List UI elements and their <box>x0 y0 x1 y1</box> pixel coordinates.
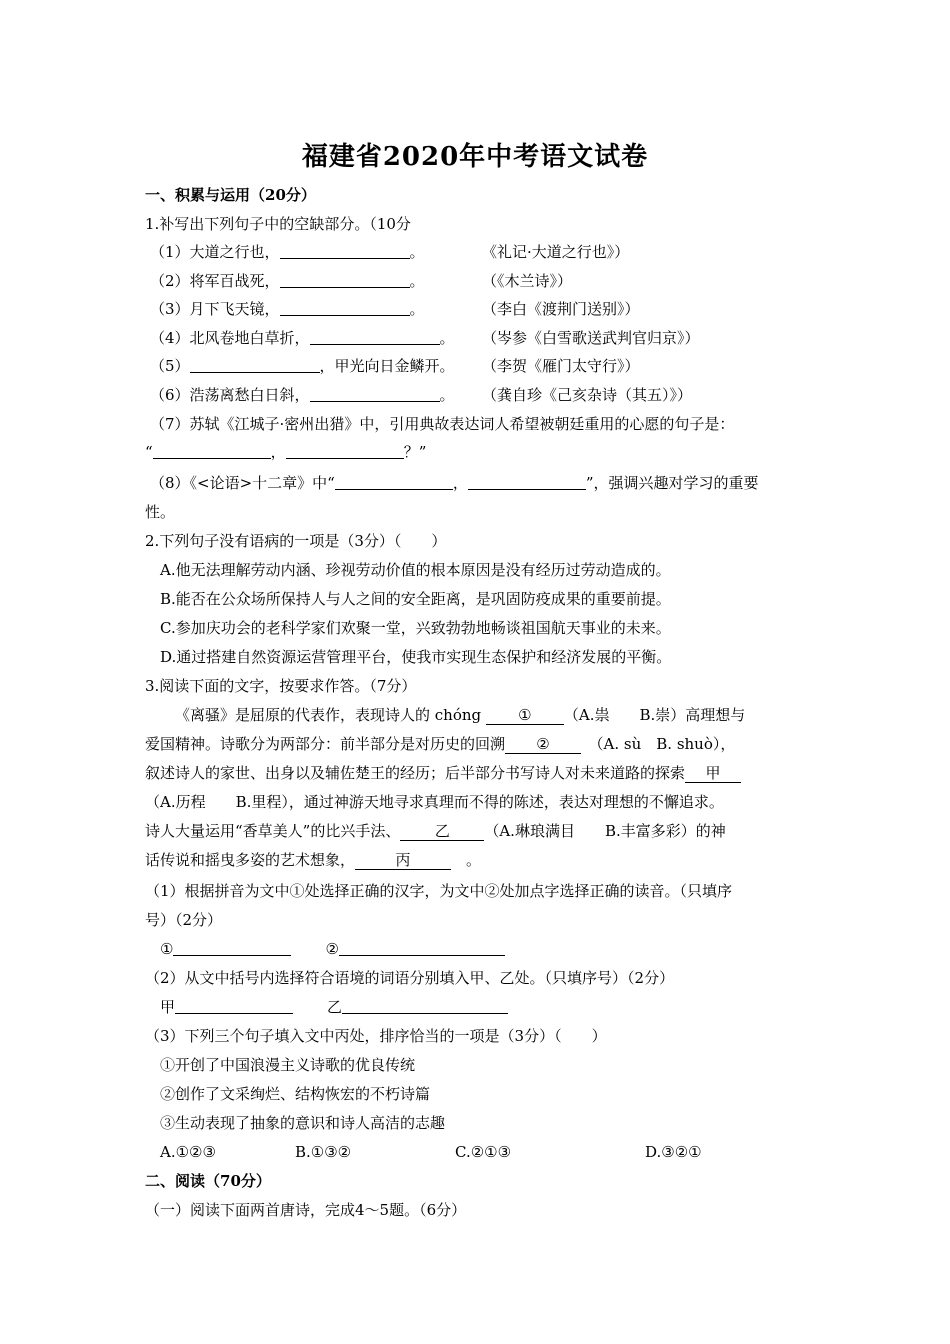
q3-sub-1: （1）根据拼音为文中①处选择正确的汉字，为文中②处加点字选择正确的读音。（只填序 <box>145 882 733 900</box>
q3-sub-2-label-2: 乙 <box>327 998 343 1016</box>
q3-sub-3: （3）下列三个句子填入文中丙处，排序恰当的一项是（3分）（ ） <box>145 1027 607 1045</box>
q3-choice-d[interactable]: D.③②① <box>645 1143 702 1161</box>
q3-mark-2[interactable]: ② <box>505 735 581 754</box>
section-2-heading: 二、阅读（70分） <box>145 1172 271 1190</box>
q1-item-2-blank[interactable] <box>280 271 410 288</box>
q1-item-4 <box>150 327 455 349</box>
q1-item-5-source: （李贺《雁门太守行》） <box>482 357 640 375</box>
q1-item-2-post: 。 <box>409 272 425 290</box>
q1-item-3-source: （李白《渡荆门送别》） <box>482 300 640 318</box>
q1-item-2-source: （《木兰诗》） <box>482 272 573 290</box>
q1-item-2 <box>150 270 425 292</box>
q3-sub-1-label-1: ① <box>160 940 174 958</box>
q1-item-3-blank[interactable] <box>280 299 410 316</box>
q3-sub-1-blank-2[interactable] <box>339 939 505 956</box>
q2-stem: 2.下列句子没有语病的一项是（3分）（ ） <box>145 532 447 550</box>
q2-option-d[interactable]: D.通过搭建自然资源运营管理平台，使我市实现生态保护和经济发展的平衡。 <box>160 648 672 666</box>
q3-choice-a[interactable]: A.①②③ <box>160 1143 216 1161</box>
q2-option-b[interactable]: B.能否在公众场所保持人与人之间的安全距离，是巩固防疫成果的重要前提。 <box>160 590 671 608</box>
q1-item-8-blank-1[interactable] <box>335 473 453 490</box>
q1-item-5 <box>150 355 455 377</box>
q3-p5-text-b: （A.琳琅满目 B.丰富多彩）的神 <box>484 822 726 840</box>
q3-sub-2-answers <box>160 996 508 1018</box>
q1-item-3 <box>150 298 425 320</box>
q1-item-1 <box>150 241 425 263</box>
q1-item-4-source: （岑参《白雪歌送武判官归京》） <box>482 329 700 347</box>
q3-passage-line-2 <box>145 733 735 755</box>
q3-sub-1-cont: 号）（2分） <box>145 911 223 929</box>
q1-item-8-mid: ， <box>452 474 468 492</box>
q1-item-5-post: ，甲光向日金鳞开。 <box>319 357 455 375</box>
q3-p5-text: 诗人大量运用“香草美人”的比兴手法、 <box>145 822 401 840</box>
q3-sub-1-label-2: ② <box>325 940 339 958</box>
q1-item-1-blank[interactable] <box>280 242 410 259</box>
q1-item-8-blank-2[interactable] <box>468 473 586 490</box>
q1-item-7-blank-1[interactable] <box>153 442 271 459</box>
q1-item-2-pre: （2）将军百战死， <box>150 272 280 290</box>
q1-item-1-pre: （1）大道之行也， <box>150 243 280 261</box>
q3-sub-1-blank-1[interactable] <box>173 939 291 956</box>
q1-item-8-pre: （8）《<论语>十二章》中“ <box>150 474 335 492</box>
q3-p2-text: 爱国精神。诗歌分为两部分：前半部分是对历史的回溯 <box>145 735 506 753</box>
q3-mark-3[interactable]: 甲 <box>685 764 741 783</box>
q1-item-1-source: 《礼记·大道之行也》） <box>482 243 630 261</box>
q1-item-4-pre: （4）北风卷地白草折， <box>150 329 310 347</box>
q1-item-8 <box>150 472 759 494</box>
q1-item-6-blank[interactable] <box>310 385 440 402</box>
q3-choice-b[interactable]: B.①③② <box>295 1143 352 1161</box>
q1-item-7-blank-2[interactable] <box>286 442 404 459</box>
q3-passage-line-3 <box>145 762 741 784</box>
q3-sub-2-blank-1[interactable] <box>175 997 293 1014</box>
q3-p2-text-b: （A. sù B. shuò）， <box>596 735 736 753</box>
q1-item-6 <box>150 384 455 406</box>
q3-p1-text-b: （A.祟 B.崇）高理想与 <box>563 706 746 724</box>
q3-p1-text: 《离骚》是屈原的代表作，表现诗人的 chóng <box>175 706 482 724</box>
q3-mark-5[interactable]: 丙 <box>355 851 451 870</box>
q3-p6-text: 话传说和摇曳多姿的艺术想象， <box>145 851 356 869</box>
q1-stem: 1.补写出下列句子中的空缺部分。（10分 <box>145 215 411 233</box>
q3-sentence-2: ②创作了文采绚烂、结构恢宏的不朽诗篇 <box>160 1085 431 1103</box>
q1-item-7: （7）苏轼《江城子·密州出猎》中，引用典故表达词人希望被朝廷重用的心愿的句子是： <box>150 415 735 433</box>
q3-sub-2-blank-2[interactable] <box>342 997 508 1014</box>
q1-item-6-source: （龚自珍《己亥杂诗（其五）》） <box>482 386 693 404</box>
page-title: 福建省2020年中考语文试卷 <box>301 142 649 172</box>
q1-item-6-post: 。 <box>439 386 455 404</box>
q1-item-7-open: “ <box>145 443 153 461</box>
q3-sentence-1: ①开创了中国浪漫主义诗歌的优良传统 <box>160 1056 416 1074</box>
q3-mark-4[interactable]: 乙 <box>400 822 484 841</box>
section-2-sub-1: （一）阅读下面两首唐诗，完成4～5题。（6分） <box>145 1201 467 1219</box>
q2-option-a[interactable]: A.他无法理解劳动内涵、珍视劳动价值的根本原因是没有经历过劳动造成的。 <box>160 561 671 579</box>
q3-p6-text-b: 。 <box>466 851 482 869</box>
q1-item-6-pre: （6）浩荡离愁白日斜， <box>150 386 310 404</box>
q1-item-7-mid: ， <box>270 443 286 461</box>
q1-item-7-answer <box>145 441 426 463</box>
q1-item-3-post: 。 <box>409 300 425 318</box>
q1-item-4-blank[interactable] <box>310 328 440 345</box>
q3-choice-c[interactable]: C.②①③ <box>455 1143 512 1161</box>
q1-item-4-post: 。 <box>439 329 455 347</box>
q3-sub-1-answers <box>160 938 505 960</box>
q1-item-5-pre: （5） <box>150 357 190 375</box>
q1-item-5-blank[interactable] <box>190 356 320 373</box>
q3-sentence-3: ③生动表现了抽象的意识和诗人高洁的志趣 <box>160 1114 446 1132</box>
q3-sub-2: （2）从文中括号内选择符合语境的词语分别填入甲、乙处。（只填序号）（2分） <box>145 969 675 987</box>
q2-option-c[interactable]: C.参加庆功会的老科学家们欢聚一堂，兴致勃勃地畅谈祖国航天事业的未来。 <box>160 619 671 637</box>
q1-item-8-post: ”，强调兴趣对学习的重要 <box>585 474 759 492</box>
q3-passage-line-6 <box>145 849 481 871</box>
q1-item-7-close: ？” <box>403 443 427 461</box>
q3-passage-line-4: （A.历程 B.里程），通过神游天地寻求真理而不得的陈述，表达对理想的不懈追求。 <box>145 793 724 811</box>
q3-mark-1[interactable]: ① <box>486 706 564 725</box>
q3-stem: 3.阅读下面的文字，按要求作答。（7分） <box>145 677 417 695</box>
q1-item-8-cont: 性。 <box>145 503 176 521</box>
section-1-heading: 一、积累与运用（20分） <box>145 186 316 204</box>
q3-p3-text: 叙述诗人的家世、出身以及辅佐楚王的经历；后半部分书写诗人对未来道路的探索 <box>145 764 686 782</box>
q1-item-3-pre: （3）月下飞天镜， <box>150 300 280 318</box>
q1-item-1-post: 。 <box>409 243 425 261</box>
q3-sub-2-label-1: 甲 <box>160 998 176 1016</box>
q3-passage-line-5 <box>145 820 726 842</box>
q3-passage-line-1 <box>175 704 745 726</box>
